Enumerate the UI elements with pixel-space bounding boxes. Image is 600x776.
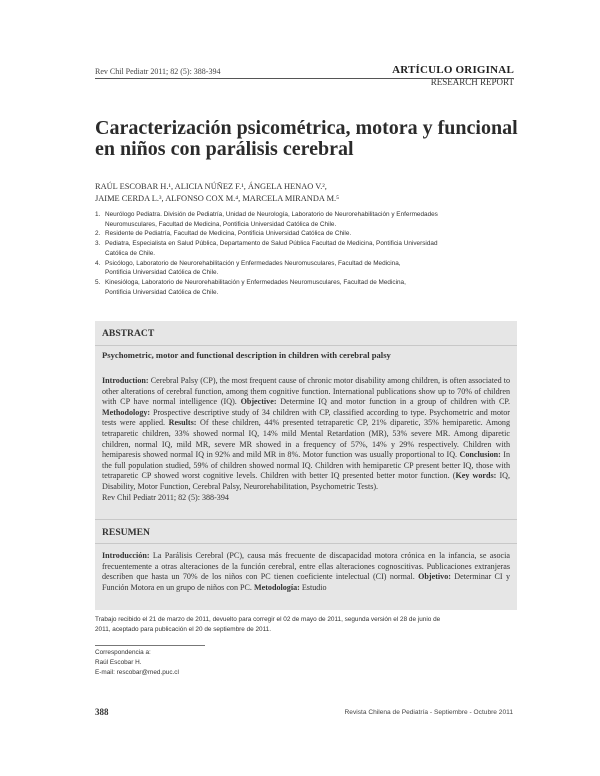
- abstract-box: [95, 321, 517, 610]
- correspondence-block: [95, 648, 179, 677]
- header-divider: [95, 78, 514, 79]
- resumen-label: Objetivo:: [418, 572, 451, 582]
- abstract-sentence: Prospective descriptive study of 34 children with CP, classified according to type. Psychometric and motor tests were applied.: [102, 407, 510, 428]
- abstract-sentence: IQ, Disability, Motor Function, Cerebral Palsy, Neurorehabilitation, Psychometric Tests).: [102, 471, 511, 491]
- affiliation-text: Neuromusculares, Facultad de Medicina, Pontificia Universidad Católica de Chile.: [105, 220, 337, 228]
- page-number: 388: [95, 707, 109, 717]
- affiliation-number: 2.: [95, 230, 101, 238]
- received-line: 2011, aceptado para publicación el 20 de septiembre de 2011.: [95, 625, 271, 633]
- resumen-sentence: Determinar CI y Función Motora en un grupo de niños con PC.: [102, 572, 510, 592]
- abstract-label: Conclusion:: [459, 450, 501, 460]
- affiliation-text: Residente de Pediatría, Facultad de Medicina, Pontificia Universidad Católica de Chile.: [105, 230, 352, 238]
- affiliation-item: [95, 229, 520, 239]
- abstract-sentence: Cerebral Palsy (CP), the most frequent cause of chronic motor disability among children, is often associated to other alterations of cerebral function, among them cognitive function. International publications show up to 70% of children with CP have normal intelligence (IQ).: [102, 376, 510, 407]
- affiliation-item: [95, 239, 520, 258]
- abstract-citation: Rev Chil Pediatr 2011; 82 (5): 388-394: [102, 492, 229, 502]
- affiliation-number: 4.: [95, 259, 101, 267]
- correspondence-name: Raúl Escobar H.: [95, 658, 142, 666]
- abstract-divider: [95, 345, 517, 346]
- correspondence-label: Correspondencia a:: [95, 649, 151, 656]
- section-label: [392, 64, 514, 87]
- english-title: Psychometric, motor and functional description in children with cerebral palsy: [102, 350, 391, 360]
- affiliation-text: Kinesióloga, Laboratorio de Neurorehabilitación y Enfermedades Neuromusculares, Facultad de Medicina,: [105, 278, 406, 286]
- affiliation-text: Neurólogo Pediatra. División de Pediatría, Unidad de Neurología, Laboratorio de Neurorehabilitación y Enfermedades: [105, 211, 438, 218]
- abstract-sentence: Of these children, 44% presented tetraparetic CP, 21% diparetic, 35% hemiparetic. Among tetraparetic children, 33% showed normal IQ, 14% mild Mental Retardation (MR), 53% severe MR. Among diparetic children, normal IQ, mild MR, severe MR showed in a frequency of 57%, 14% y 29% respectively. Children with hemiparesis showed normal IQ in 92% and mild MR in 8%. Motor function was usually proportional to IQ.: [102, 418, 511, 460]
- abstract-label: Objective:: [240, 397, 277, 407]
- author-line: RAÚL ESCOBAR H.¹, ALICIA NÚÑEZ F.¹, ÁNGELA HENAO V.²,: [95, 182, 327, 191]
- affiliation-number: 1.: [95, 211, 101, 218]
- affiliation-text: Psicólogo, Laboratorio de Neurorehabilitación y Enfermedades Neuromusculares, Facultad de Medicina,: [105, 259, 401, 267]
- correspondence-email: E-mail: rescobar@med.puc.cl: [95, 668, 179, 676]
- author-list: [95, 181, 515, 205]
- resumen-label: Metodología:: [253, 582, 300, 592]
- abstract-heading: ABSTRACT: [102, 328, 155, 339]
- resumen-text: [102, 551, 510, 593]
- title-line: Caracterización psicométrica, motora y funcional: [95, 117, 518, 139]
- abstract-label: Introduction:: [102, 376, 149, 385]
- journal-issue: Revista Chilena de Pediatría - Septiembre - Octubre 2011: [344, 709, 513, 716]
- affiliation-item: [95, 210, 520, 229]
- abstract-sentence: In the full population studied, 59% of children showed normal IQ. Children with hemiparetic CP present better IQ, those with tetraparetic CP showed worst cognitive levels. Children with better IQ presented better motor function. (: [102, 450, 511, 481]
- resumen-label: Introducción:: [102, 551, 150, 560]
- resumen-heading: RESUMEN: [102, 527, 150, 538]
- correspondence-divider: [95, 645, 205, 646]
- resumen-divider: [95, 543, 517, 544]
- received-note: [95, 615, 517, 635]
- affiliation-number: 3.: [95, 240, 101, 248]
- author-line: JAIME CERDA L.³, ALFONSO COX M.⁴, MARCELA MIRANDA M.⁵: [95, 194, 340, 203]
- abstract-sentence: Determine IQ and motor function in a group of children with CP.: [276, 397, 510, 407]
- affiliation-text: Pontificia Universidad Católica de Chile.: [105, 269, 219, 277]
- abstract-label: Methodology:: [102, 407, 151, 417]
- article-title: [95, 118, 525, 160]
- affiliation-item: [95, 259, 520, 278]
- abstract-label: Results:: [168, 418, 197, 428]
- abstract-label: Key words:: [455, 471, 497, 481]
- affiliation-text: Católica de Chile.: [105, 249, 156, 257]
- section-label-english: RESEARCH REPORT: [430, 77, 514, 87]
- affiliation-list: [95, 210, 520, 297]
- section-divider: [95, 519, 517, 520]
- abstract-text: [102, 376, 510, 503]
- affiliation-text: Pediatra, Especialista en Salud Pública, Departamento de Salud Pública Facultad de Medicina, Pontificia Universidad: [105, 240, 438, 248]
- section-label-spanish: ARTÍCULO ORIGINAL: [392, 64, 514, 76]
- affiliation-item: [95, 278, 520, 297]
- resumen-sentence: Estudio: [299, 582, 327, 592]
- resumen-sentence: La Parálisis Cerebral (PC), causa más frecuente de discapacidad motora crónica en la infancia, se asocia frecuentemente a otras alteraciones de la función cerebral, entre ellas alteraciones cognoscitivas. Publicaciones extranjeras describen que hasta un 70% de los niños con PC tienen coeficiente intelectual (CI) normal.: [102, 551, 510, 582]
- journal-reference: Rev Chil Pediatr 2011; 82 (5): 388-394: [95, 67, 221, 76]
- affiliation-text: Pontificia Universidad Católica de Chile.: [105, 288, 219, 296]
- title-line: en niños con parálisis cerebral: [95, 138, 354, 160]
- received-line: Trabajo recibido el 21 de marzo de 2011, devuelto para corregir el 02 de mayo de 2011, segunda versión el 28 de junio de: [95, 616, 441, 623]
- affiliation-number: 5.: [95, 278, 101, 286]
